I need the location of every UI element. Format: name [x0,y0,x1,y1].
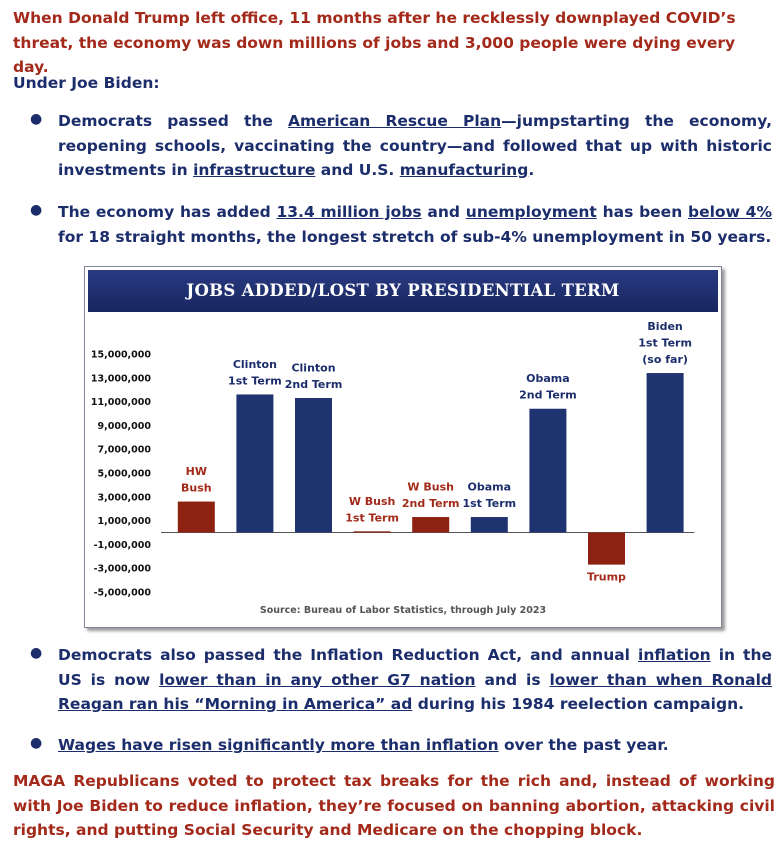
under-biden-heading: Under Joe Biden: [13,74,160,92]
bar [354,531,391,532]
link-infrastructure[interactable]: infrastructure [193,161,316,179]
bar-label: 1st Term [345,511,399,525]
y-tick-label: -1,000,000 [93,539,151,551]
bar-label: Trump [587,570,626,584]
y-tick-label: 3,000,000 [97,492,151,504]
chart-source: Source: Bureau of Labor Statistics, through July 2023 [259,605,547,616]
bar-label: 2nd Term [519,388,577,402]
link-american-rescue-plan[interactable]: American Rescue Plan [288,112,502,130]
bullet-1-mid: —jumpstarting the economy, reopening schools, vaccinating the country—and followed that up with historic investments in [58,112,772,179]
bar [412,517,449,532]
bullet-4-end: over the past year. [498,736,669,754]
bar-label: Bush [181,481,212,495]
bar [588,533,625,565]
bullet-dot-3: ● [30,645,43,661]
bullet-dot-4: ● [30,735,43,751]
bar [295,398,332,532]
bar-label: HW [185,465,207,479]
bar [471,517,508,532]
bullet-2-and: and [421,203,466,221]
y-tick-label: 13,000,000 [90,373,151,385]
bar-label: 1st Term [228,374,282,388]
bar [236,394,273,532]
bar-label: W Bush [407,480,454,494]
bullet-2-text [58,200,772,249]
bar-label: 2nd Term [284,378,343,392]
link-manufacturing[interactable]: manufacturing [399,161,529,179]
bullet-1-end: . [528,161,535,179]
bullet-1-pre: Democrats passed the [58,112,289,130]
y-tick-label: 9,000,000 [97,420,151,432]
bar-label: Biden [647,320,683,334]
bar [529,409,566,533]
link-reagan-ad[interactable]: lower than when Ronald Reagan ran his “Morning in America” ad [58,670,773,713]
link-13-4-million-jobs[interactable]: 13.4 million jobs [276,203,422,221]
bar-label: 1st Term [462,497,517,511]
bar-label: Obama [526,372,570,386]
bar-label: Clinton [232,357,277,371]
y-tick-label: 7,000,000 [97,444,151,456]
bullet-3-text [58,643,772,717]
bar-label: 1st Term [638,336,692,350]
bar-label: W Bush [348,494,396,508]
chart-plot [85,267,721,627]
intro-line-2: threat, the economy was down millions of jobs and 3,000 people were dying every day. [13,33,736,76]
bar [647,373,684,532]
intro-line-1: When Donald Trump left office, 11 months after he recklessly downplayed COVID’s [13,9,736,27]
chart-title: JOBS ADDED/LOST BY PRESIDENTIAL TERM [88,270,718,312]
bullet-2-mid: has been [596,203,689,221]
bullet-1-text [58,109,772,183]
bar-label: (so far) [642,353,688,367]
bullet-3-mid1: in the US is now [58,646,772,689]
bullet-2-end: for 18 straight months, the longest stretch of sub-4% unemployment in 50 years. [58,227,772,246]
link-unemployment[interactable]: unemployment [465,203,597,221]
bar-label: Obama [467,480,512,494]
link-wages-vs-inflation[interactable]: Wages have risen significantly more than inflation [58,736,499,754]
jobs-chart [84,266,722,628]
closing-paragraph: MAGA Republicans voted to protect tax breaks for the rich and, instead of working with Joe Biden to reduce inflation, they’re focused on banning abortion, attacking civil rights, and putting Social Security and Medicare on the chopping block. [13,772,775,839]
bullet-dot-2: ● [30,202,43,218]
link-inflation[interactable]: inflation [638,646,711,664]
bullet-1-and: and U.S. [315,161,400,179]
link-below-4-percent[interactable]: below 4% [688,203,772,221]
bullet-dot-1: ● [30,111,43,127]
bar-label: Clinton [291,361,336,375]
bullet-4-text [58,733,772,758]
bullet-3-pre: Democrats also passed the Inflation Reduction Act, and annual [58,646,638,664]
y-tick-label: -3,000,000 [93,563,151,575]
link-lower-than-g7[interactable]: lower than in any other G7 nation [159,670,476,689]
bar [178,502,215,533]
bullet-2-pre: The economy has added [58,203,277,221]
y-tick-label: 15,000,000 [90,349,151,361]
y-tick-label: 11,000,000 [90,397,151,409]
bullet-3-end: during his 1984 reelection campaign. [412,695,745,713]
intro-paragraph [13,6,775,80]
bullet-3-mid2: and is [475,670,550,689]
bar-label: 2nd Term [401,497,460,511]
y-tick-label: 5,000,000 [97,468,151,480]
y-tick-label: -5,000,000 [93,587,151,599]
y-tick-label: 1,000,000 [97,516,151,528]
